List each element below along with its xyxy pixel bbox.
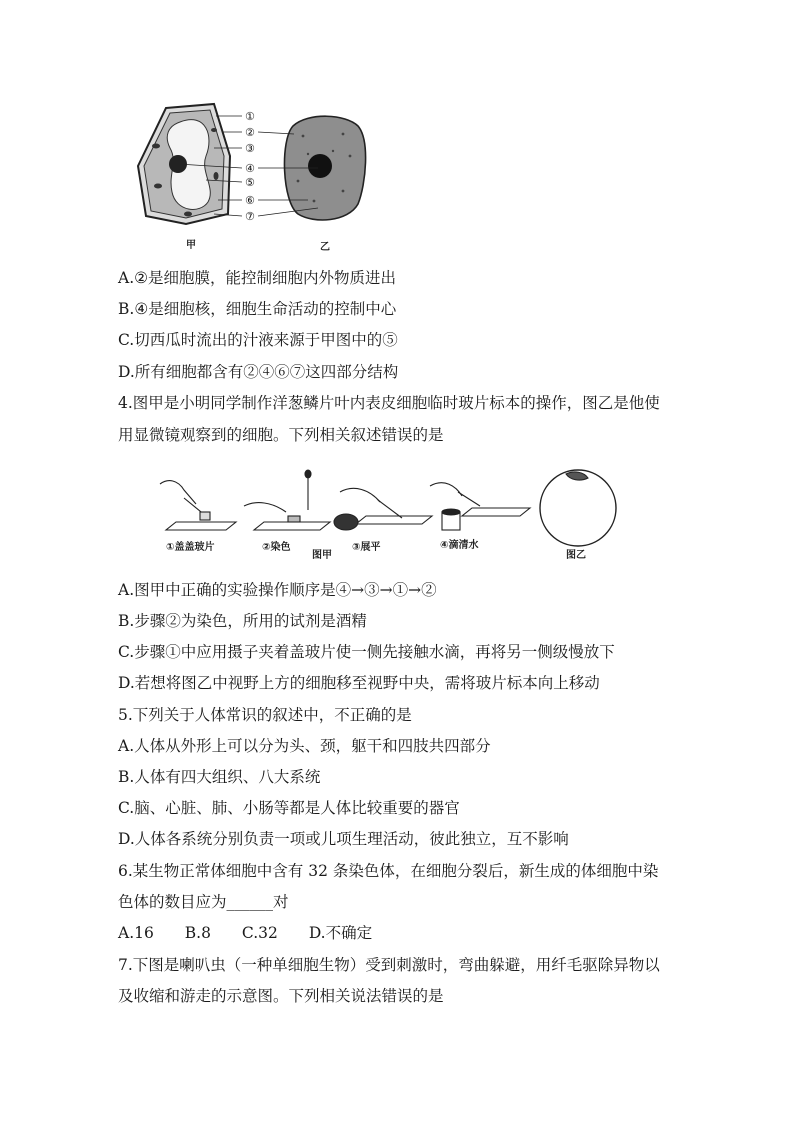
q5-option-c: C.脑、心脏、肺、小肠等都是人体比较重要的器官 — [118, 799, 460, 817]
step3-label: ③展平 — [352, 542, 381, 553]
slide-preparation-figure — [140, 462, 630, 566]
step1-illustration — [160, 481, 236, 530]
plant-cell-diagram — [138, 104, 255, 224]
label-2: ② — [245, 126, 255, 139]
step3-illustration — [334, 488, 432, 530]
step2-label: ②染色 — [262, 542, 291, 553]
figure-yi-caption: 图乙 — [566, 550, 586, 561]
q5-option-a: A.人体从外形上可以分为头、颈，躯干和四肢共四部分 — [118, 737, 491, 755]
q6-stem-line1: 6.某生物正常体细胞中含有 32 条染色体，在细胞分裂后，新生成的体细胞中染 — [118, 862, 659, 880]
step1-label: ①盖盖玻片 — [166, 542, 215, 553]
animal-cell-diagram — [258, 116, 366, 220]
cell-diagram-figure — [118, 96, 418, 258]
q5-option-b: B.人体有四大组织、八大系统 — [118, 768, 321, 786]
q6-option-c: C.32 — [241, 924, 278, 942]
label-4: ④ — [245, 162, 255, 175]
q6-option-a: A.16 — [118, 924, 154, 942]
q7-stem-line1: 7.下图是喇叭虫（一种单细胞生物）受到刺激时，弯曲躲避，用纤毛驱除异物以 — [118, 956, 660, 974]
label-1: ① — [245, 110, 255, 123]
caption-yi: 乙 — [320, 242, 330, 253]
q4-option-d: D.若想将图乙中视野上方的细胞移至视野中央，需将玻片标本向上移动 — [118, 674, 600, 692]
label-7: ⑦ — [245, 210, 255, 223]
q6-option-b: B.8 — [184, 924, 211, 942]
label-3: ③ — [245, 142, 255, 155]
q5-option-d: D.人体各系统分别负责一项或儿项生理活动，彼此独立，互不影响 — [118, 830, 569, 848]
q6-options — [118, 923, 398, 943]
microscope-view-circle — [540, 470, 616, 546]
q6-stem-line2: 色体的数目应为______对 — [118, 893, 289, 911]
label-6: ⑥ — [245, 194, 255, 207]
q4-stem-line2: 用显微镜观察到的细胞。下列相关叙述错误的是 — [118, 426, 444, 444]
figure-jia-caption: 图甲 — [312, 550, 332, 561]
q4-option-c: C.步骤①中应用摄子夹着盖玻片使一侧先接触水滴，再将另一侧级慢放下 — [118, 643, 615, 661]
q4-option-a: A.图甲中正确的实验操作顺序是④→③→①→② — [118, 581, 437, 599]
caption-jia: 甲 — [186, 240, 196, 251]
step4-illustration — [430, 483, 530, 530]
q4-option-b: B.步骤②为染色，所用的试剂是酒精 — [118, 612, 367, 630]
q3-option-b: B.④是细胞核，细胞生命活动的控制中心 — [118, 300, 397, 318]
q7-stem-line2: 及收缩和游走的示意图。下列相关说法错误的是 — [118, 987, 444, 1005]
label-5: ⑤ — [245, 176, 255, 189]
q3-option-a: A.②是细胞膜，能控制细胞内外物质进出 — [118, 269, 397, 287]
q5-stem: 5.下列关于人体常识的叙述中，不正确的是 — [118, 706, 412, 724]
q3-option-d: D.所有细胞都含有②④⑥⑦这四部分结构 — [118, 363, 399, 381]
step2-illustration — [244, 470, 330, 530]
q6-option-d: D.不确定 — [308, 924, 373, 942]
q4-stem-line1: 4.图甲是小明同学制作洋葱鳞片叶内表皮细胞临时玻片标本的操作，图乙是他使 — [118, 394, 660, 412]
step4-label: ④滴清水 — [440, 540, 479, 551]
q3-option-c: C.切西瓜时流出的汁液来源于甲图中的⑤ — [118, 331, 398, 349]
